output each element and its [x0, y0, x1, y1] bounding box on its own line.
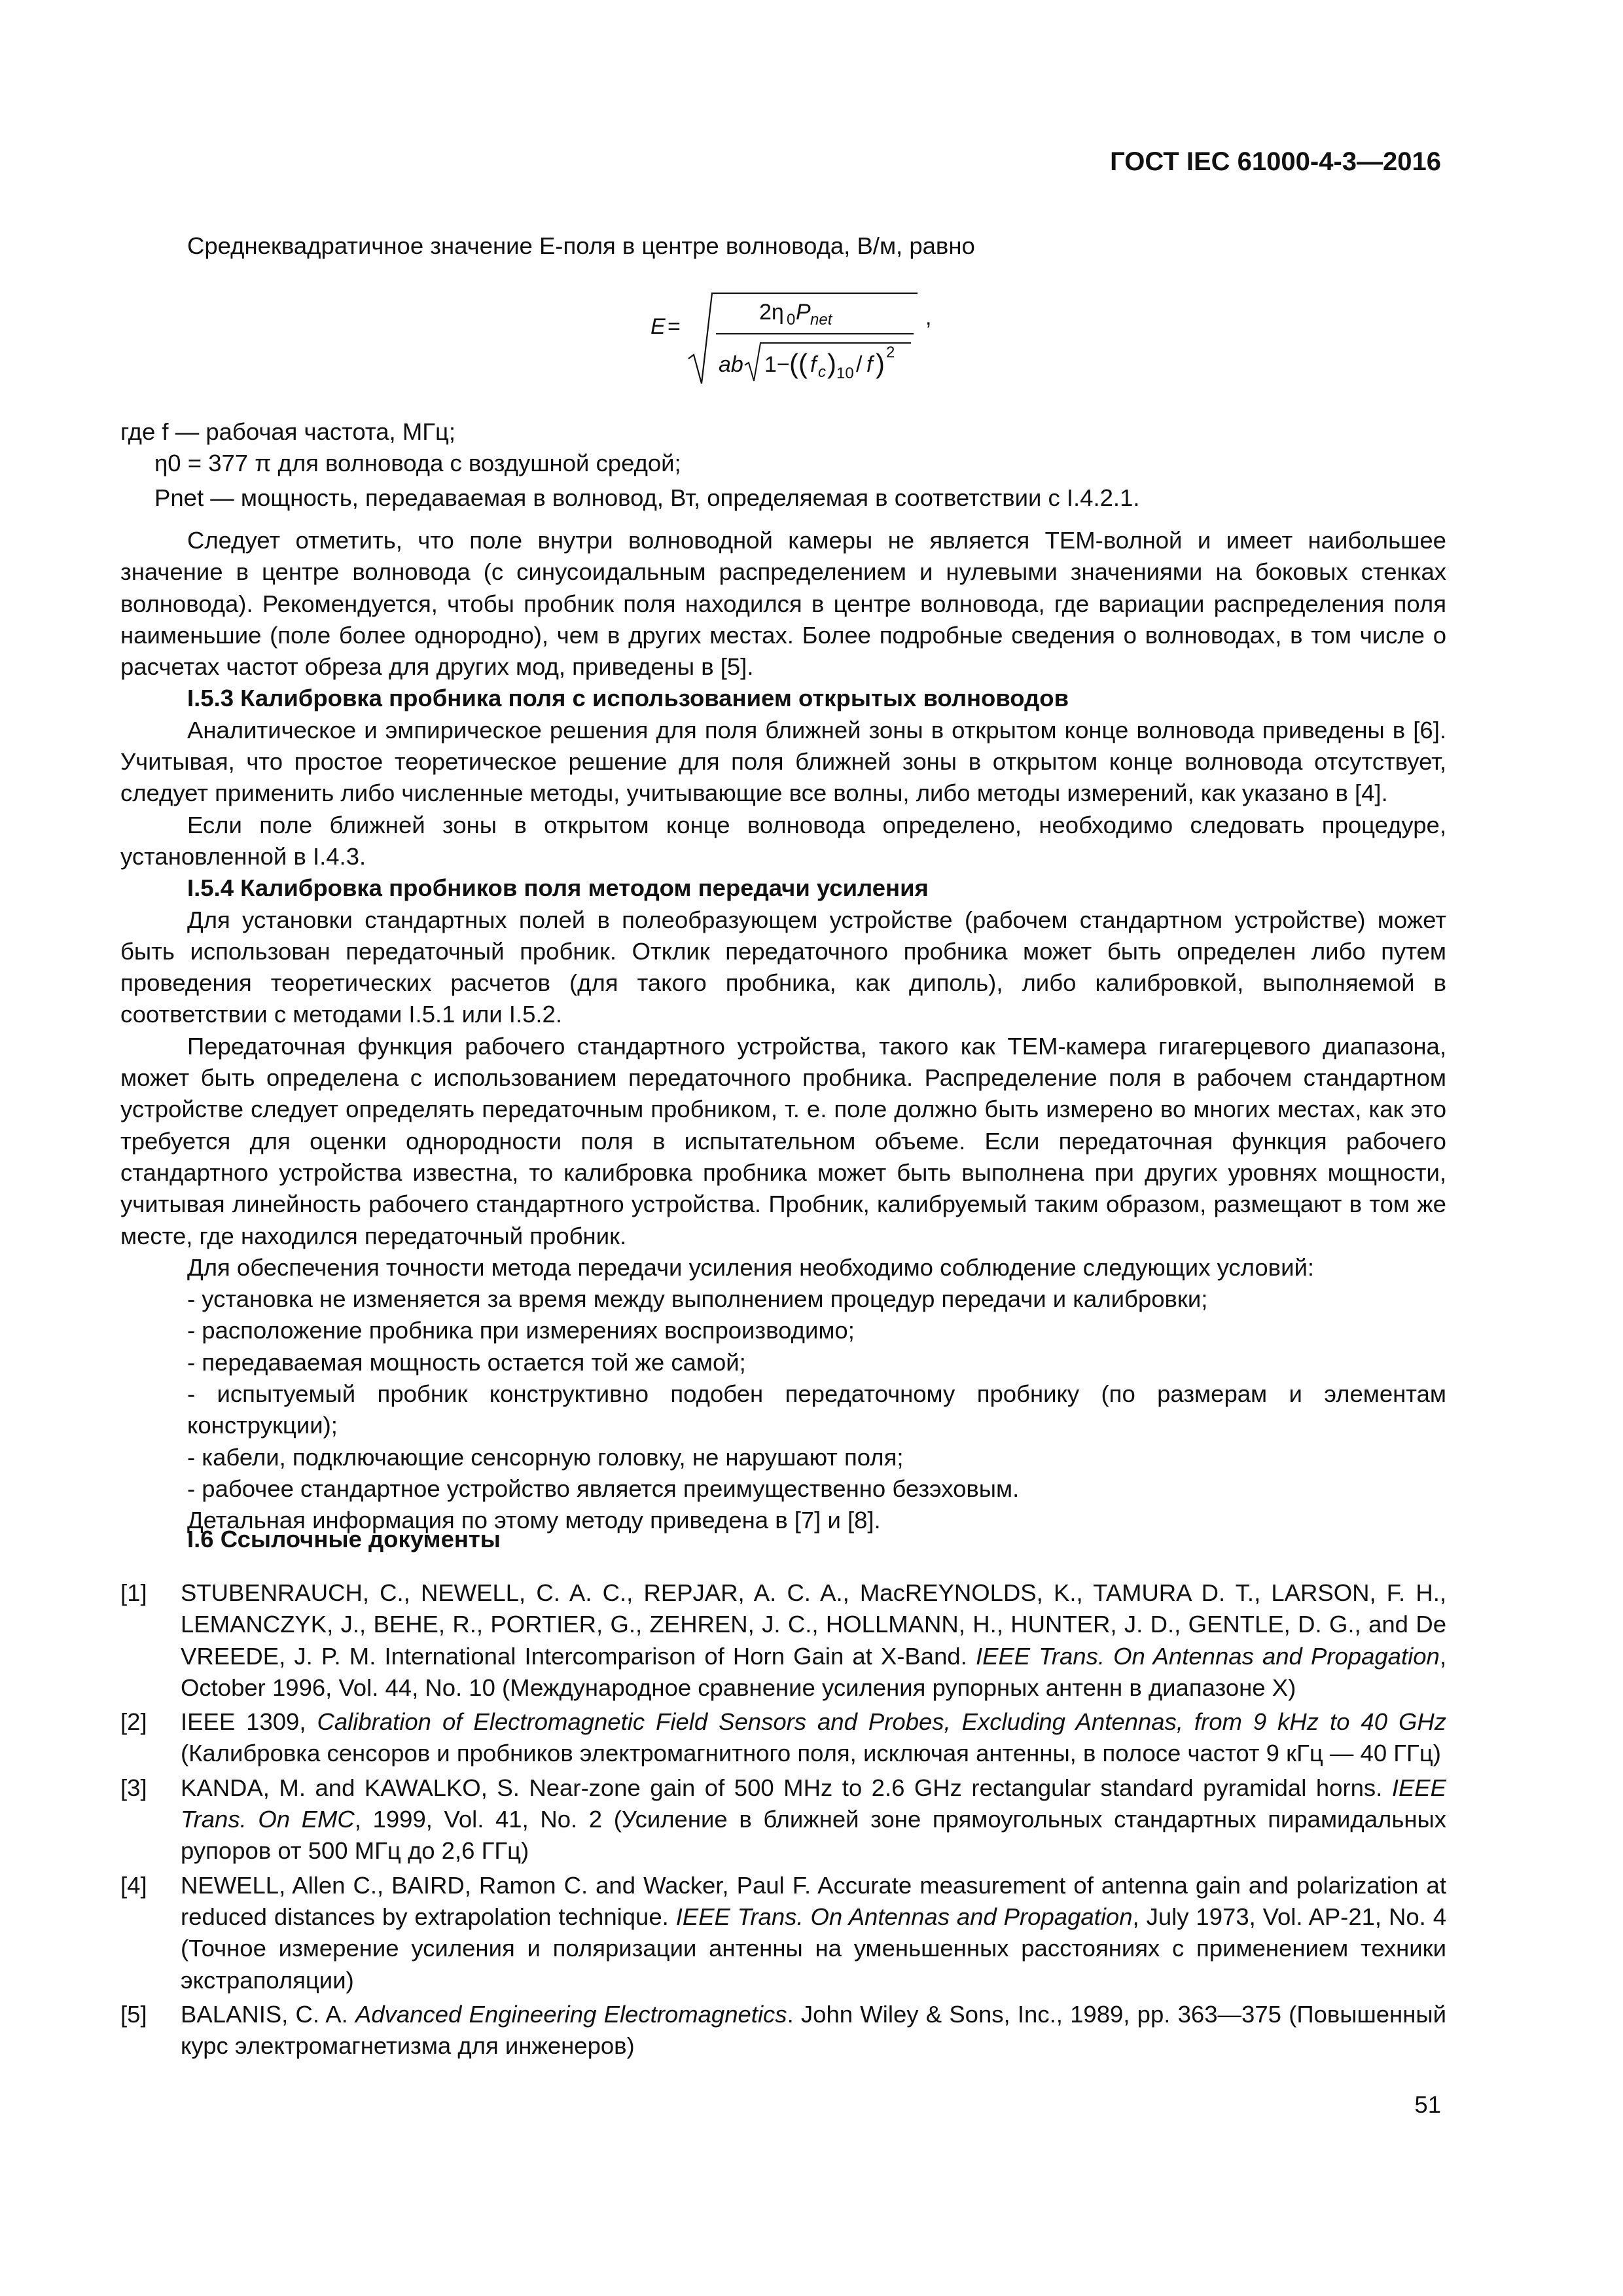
reference-number: [5]: [120, 2000, 147, 2028]
svg-text:f: f: [866, 352, 873, 377]
svg-text:((: ((: [789, 348, 808, 379]
svg-text:P: P: [796, 300, 811, 325]
intro-text: Среднеквадратичное значение E-поля в центре волновода, В/м, равно: [187, 232, 975, 259]
condition-item: - рабочее стандартное устройство является преимущественно безэховым.: [187, 1475, 1020, 1502]
page-number: 51: [1414, 2091, 1441, 2118]
where-pnet: Pnet — мощность, передаваемая в волновод, Вт, определяемая в соответствии с I.4.2.1.: [154, 484, 1140, 511]
paragraph-transfer-probe: Для установки стандартных полей в полеобразующем устройстве (рабочем стандартном устройстве) может быть использован передаточный пробник. Отклик передаточного пробника может быть определен либо путем проведения теоретических расчетов (для такого пробника, как диполь), либо калибровкой, выполняемой в соответствии с методами I.5.1 или I.5.2.: [120, 906, 1446, 1028]
svg-text:): ): [827, 348, 836, 379]
heading-i-6: I.6 Ссылочные документы: [187, 1526, 501, 1552]
condition-item: - установка не изменяется за время между выполнением процедур передачи и калибровки;: [187, 1285, 1208, 1313]
svg-text:0: 0: [787, 311, 796, 329]
paragraph-details: Детальная информация по этому методу приведена в [7] и [8].: [187, 1507, 881, 1534]
reference-number: [2]: [120, 1708, 147, 1736]
condition-item: - расположение пробника при измерениях воспроизводимо;: [187, 1317, 855, 1344]
svg-text:1−: 1−: [764, 352, 790, 377]
reference-number: [4]: [120, 1871, 147, 1899]
svg-text:): ): [876, 348, 885, 379]
svg-text:10: 10: [836, 365, 854, 382]
svg-text:=: =: [668, 314, 681, 339]
reference-text: NEWELL, Allen C., BAIRD, Ramon C. and Wacker, Paul F. Accurate measurement of antenna gain and polarization at reduced distances by extrapolation technique. IEEE Trans. On Antennas and Propagation, July 1973, Vol. AP-21, No. 4 (Точное измерение усиления и поляризации антенны на уменьшенных расстояниях с применением техники экстраполяции): [181, 1871, 1446, 1994]
where-list: [120, 416, 1446, 514]
condition-item: - передаваемая мощность остается той же самой;: [187, 1348, 746, 1376]
condition-item: - кабели, подключающие сенсорную головку, не нарушают поля;: [187, 1443, 904, 1471]
rms-e-field-formula: [648, 281, 975, 399]
svg-text:c: c: [818, 363, 826, 381]
svg-text:net: net: [810, 311, 832, 329]
reference-text: IEEE 1309, Calibration of Electromagnetic Field Sensors and Probes, Excluding Antennas, from 9 kHz to 40 GHz (Калибровка сенсоров и пробников электромагнитного поля, исключая антенны, в полосе частот 9 кГц — 40 ГГц): [181, 1708, 1446, 1767]
paragraph-conditions-intro: Для обеспечения точности метода передачи усиления необходимо соблюдение следующих условий:: [187, 1253, 1314, 1281]
condition-item: - испытуемый пробник конструктивно подобен передаточному пробнику (по размерам и элементам конструкции);: [187, 1380, 1446, 1439]
reference-item: [120, 1870, 1446, 1996]
paragraph-near-zone: Если поле ближней зоны в открытом конце волновода определено, необходимо следовать процедуре, установленной в I.4.3.: [120, 811, 1446, 870]
document-header: ГОСТ IEC 61000-4-3—2016: [1110, 147, 1441, 176]
reference-item: [120, 1999, 1446, 2062]
body-text: [120, 525, 1446, 1537]
reference-text: BALANIS, C. A. Advanced Engineering Electromagnetics. John Wiley & Sons, Inc., 1989, pp. 363—375 (Повышенный курс электромагнетизма для инженеров): [181, 2000, 1446, 2060]
reference-text: KANDA, M. and KAWALKO, S. Near-zone gain of 500 MHz to 2.6 GHz rectangular standard pyramidal horns. IEEE Trans. On EMC, 1999, Vol. 41, No. 2 (Усиление в ближней зоне прямоугольных стандартных пирамидальных рупоров от 500 МГц до 2,6 ГГц): [181, 1774, 1446, 1865]
reference-list: [120, 1577, 1446, 2062]
svg-text:f: f: [810, 352, 817, 377]
reference-number: [1]: [120, 1579, 147, 1606]
reference-number: [3]: [120, 1774, 147, 1801]
svg-text:E: E: [651, 314, 666, 339]
where-f: где f — рабочая частота, МГц;: [120, 418, 456, 445]
reference-item: [120, 1577, 1446, 1704]
svg-text:ab: ab: [719, 352, 743, 377]
paragraph-te-wave: Следует отметить, что поле внутри волноводной камеры не является ТЕМ-волной и имеет наибольшее значение в центре волновода (с синусоидальным распределением и нулевыми значениями на боковых стенках волновода). Рекомендуется, чтобы пробник поля находился в центре волновода, где вариации распределения поля наименьшие (поле более однородно), чем в других местах. Более подробные сведения о волноводах, в том числе о расчетах частот обреза для других мод, приведены в [5].: [120, 527, 1446, 681]
reference-item: [120, 1772, 1446, 1867]
reference-text: STUBENRAUCH, C., NEWELL, C. A. C., REPJAR, A. C. A., MacREYNOLDS, K., TAMURA D. T., LARSON, F. H., LEMANCZYK, J., BEHE, R., PORTIER, G., ZEHREN, J. C., HOLLMANN, H., HUNTER, J. D., GENTLE, D. G., and De VREEDE, J. P. M. International Intercomparison of Horn Gain at X-Band. IEEE Trans. On Antennas and Propagation, October 1996, Vol. 44, No. 10 (Международное сравнение усиления рупорных антенн в диапазоне X): [181, 1579, 1446, 1701]
svg-text:2: 2: [886, 344, 895, 361]
intro-paragraph: [120, 230, 1446, 262]
where-eta: η0 = 377 π для волновода с воздушной средой;: [154, 450, 681, 477]
paragraph-transfer-function: Передаточная функция рабочего стандартного устройства, такого как ТЕМ-камера гигагерцевого диапазона, может быть определена с использованием передаточного пробника. Распределение поля в рабочем стандартном устройстве следует определять передаточным пробником, т. е. поле должно быть измерено во многих местах, как это требуется для оценки однородности поля в испытательном объеме. Если передаточная функция рабочего стандартного устройства известна, то калибровка пробника может быть выполнена при других уровнях мощности, учитывая линейность рабочего стандартного устройства. Пробник, калибруемый таким образом, размещают в том же месте, где находился передаточный пробник.: [120, 1032, 1446, 1249]
paragraph-open-waveguide: Аналитическое и эмпирическое решения для поля ближней зоны в открытом конце волновода приведены в [6]. Учитывая, что простое теоретическое решение для поля ближней зоны в открытом конце волновода отсутствует, следует применить либо численные методы, учитывающие все волны, либо методы измерений, как указано в [4].: [120, 716, 1446, 807]
svg-text:,: ,: [925, 305, 932, 330]
svg-text:2η: 2η: [759, 300, 784, 325]
svg-text:/: /: [856, 352, 863, 377]
reference-item: [120, 1706, 1446, 1770]
heading-i-5-3: I.5.3 Калибровка пробника поля с использованием открытых волноводов: [187, 685, 1069, 712]
heading-i-5-4: I.5.4 Калибровка пробников поля методом передачи усиления: [187, 874, 929, 902]
